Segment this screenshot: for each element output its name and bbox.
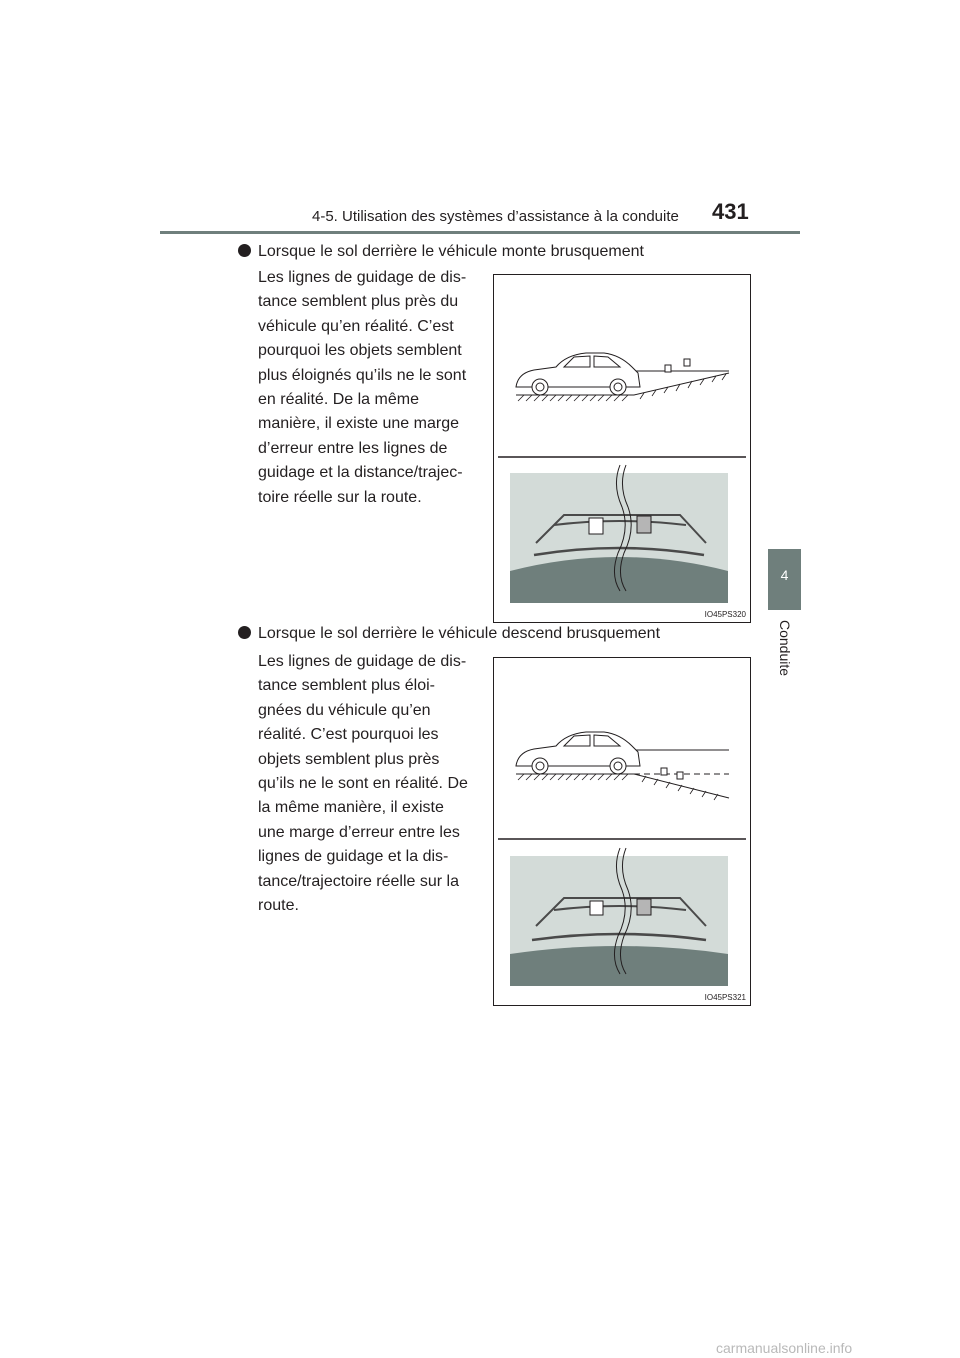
figure-uphill [493,274,751,623]
side-view [516,732,729,800]
section-title: 4-5. Utilisation des systèmes d’assistance à la conduite [312,208,679,225]
text-line: véhicule qu’en réalité. C’est [258,317,454,335]
text-line: lignes de guidage et la dis- [258,848,449,866]
figure-code: IO45PS320 [704,610,746,619]
side-view [516,353,729,401]
section-2-paragraph [258,650,476,918]
text-line: plus éloignés qu’ils ne le sont [258,366,467,384]
chapter-tab [768,549,801,610]
text-line: manière, il existe une marge [258,415,459,433]
text-line: guidage et la distance/trajec- [258,464,463,482]
text-line: réalité. C’est pourquoi les [258,726,439,744]
camera-view [510,848,728,986]
downhill-illustration [494,658,750,1005]
section-1-paragraph [258,266,476,510]
uphill-illustration [494,275,750,622]
bullet-dot-icon [238,626,251,639]
chapter-label-wrap [775,618,795,678]
section-1-heading-text: Lorsque le sol derrière le véhicule monte brusquement [258,243,644,260]
figure-downhill [493,657,751,1006]
text-line: la même manière, il existe [258,799,444,817]
text-line: route. [258,897,299,915]
header-rule [160,231,800,234]
text-line: pourquoi les objets semblent [258,342,462,360]
text-line: d’erreur entre les lignes de [258,439,448,457]
text-line: tance/trajectoire réelle sur la [258,872,459,890]
text-line: objets semblent plus près [258,750,440,768]
text-line: Les lignes de guidage de dis- [258,653,467,670]
text-line: une marge d’erreur entre les [258,823,460,841]
text-line: Les lignes de guidage de dis- [258,269,467,286]
camera-view [510,465,728,603]
page-number: 431 [712,199,749,224]
text-line: tance semblent plus près du [258,293,459,311]
text-line: gnées du véhicule qu’en [258,701,431,719]
text-line: tance semblent plus éloi- [258,677,435,695]
chapter-label: Conduite [777,619,793,677]
bullet-dot-icon [238,244,251,257]
chapter-number: 4 [780,567,789,583]
text-line: toire réelle sur la route. [258,488,422,506]
watermark: carmanualsonline.info [716,1340,853,1356]
text-line: qu’ils ne le sont en réalité. De [258,775,468,793]
section-2-heading-text: Lorsque le sol derrière le véhicule descend brusquement [258,625,661,642]
figure-code: IO45PS321 [704,993,746,1002]
section-1-heading [238,243,644,261]
section-2-heading [238,625,660,643]
text-line: en réalité. De la même [258,391,419,409]
